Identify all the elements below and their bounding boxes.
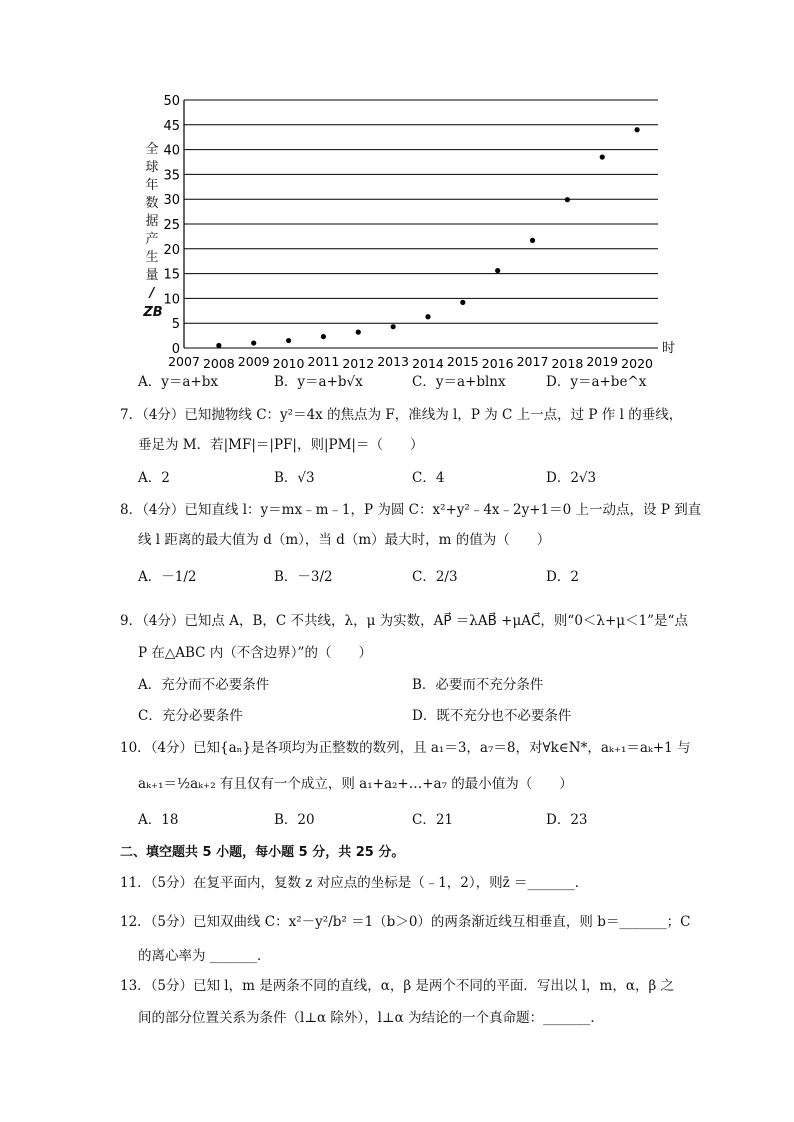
x-tick-label: 2020 — [621, 356, 653, 371]
y-axis-label-char: 年 — [145, 178, 159, 193]
scatter-chart — [0, 0, 794, 380]
y-tick-label: 35 — [163, 168, 180, 184]
q9-option-d: D．既不充分也不必要条件 — [412, 708, 572, 724]
data-point — [356, 330, 361, 335]
q7-option-b: B．√3 — [274, 470, 315, 486]
q8-stem-line1: 8．（4分）已知直线 l：y＝mx﹣m﹣1，P 为圆 C：x²+y²﹣4x﹣2y+1＝0 上一动点，设 P 到直 — [120, 502, 702, 518]
q11-stem: 11．（5分）在复平面内，复数 z 对应点的坐标是（﹣1，2），则z̄ ＝_______． — [120, 875, 589, 891]
data-point — [286, 338, 291, 343]
x-tick-label: 2018 — [551, 356, 584, 371]
y-tick-label: 5 — [171, 317, 180, 333]
y-tick-label: 40 — [163, 143, 180, 159]
q13-stem-line1: 13．（5分）已知 l，m 是两条不同的直线，α，β 是两个不同的平面．写出以 l，m，α，β 之 — [120, 978, 675, 994]
data-point — [565, 197, 570, 202]
y-tick-label: 50 — [163, 94, 180, 109]
q9-option-a: A．充分而不必要条件 — [138, 677, 270, 693]
x-tick-label: 2012 — [342, 356, 375, 371]
q9-option-c: C．充分必要条件 — [138, 708, 243, 724]
data-point — [460, 300, 465, 305]
data-point — [600, 154, 605, 159]
y-axis-label-char: ZB — [143, 305, 163, 320]
x-tick-label: 2013 — [377, 354, 410, 369]
data-point — [391, 324, 396, 329]
x-axis-label: 时 — [662, 341, 676, 356]
y-axis-label-char: / — [149, 286, 155, 301]
data-point — [634, 127, 639, 132]
y-axis-label-char: 生 — [145, 250, 159, 265]
data-point — [495, 268, 500, 273]
data-point — [251, 340, 256, 345]
q7-stem-line1: 7．（4分）已知抛物线 C：y²＝4x 的焦点为 F，准线为 l，P 为 C 上一点，过 P 作 l 的垂线， — [120, 407, 683, 423]
q10-stem-line1: 10．（4分）已知{aₙ}是各项均为正整数的数列，且 a₁＝3，a₇＝8，对∀k∈N*，aₖ₊₁＝aₖ+1 与 — [120, 740, 691, 756]
y-tick-label: 0 — [171, 342, 180, 357]
q7-option-d: D．2√3 — [546, 470, 597, 486]
x-tick-label: 2017 — [516, 354, 549, 369]
q12-stem-line2: 的离心率为 _______． — [138, 948, 271, 964]
x-tick-label: 2015 — [446, 354, 479, 369]
section-heading-fill-in: 二、填空题共 5 小题，每小题 5 分，共 25 分。 — [120, 845, 405, 860]
q9-stem-line2: P 在△ABC 内（不含边界）”的（ ） — [138, 645, 372, 661]
q9-option-b: B．必要而不充分条件 — [412, 677, 544, 693]
x-tick-label: 2009 — [237, 354, 270, 369]
x-tick-label: 2008 — [202, 356, 235, 371]
data-point — [216, 343, 221, 348]
q10-option-c: C．21 — [412, 812, 454, 828]
chart-grid — [184, 100, 658, 348]
y-axis-label-char: 数 — [145, 196, 159, 211]
q13-stem-line2: 间的部分位置关系为条件（l⊥α 除外），l⊥α 为结论的一个真命题：_______． — [138, 1010, 604, 1026]
q10-option-a: A．18 — [138, 812, 179, 828]
q8-option-a: A．－1/2 — [138, 569, 197, 585]
q8-stem-line2: 线 l 距离的最大值为 d（m），当 d（m）最大时，m 的值为（ ） — [138, 532, 551, 548]
x-tick-label: 2016 — [481, 356, 514, 371]
y-axis-label-char: 量 — [145, 268, 159, 283]
q10-stem-line2: aₖ₊₁＝½aₖ₊₂ 有且仅有一个成立，则 a₁+a₂+…+a₇ 的最小值为（ ） — [138, 776, 573, 792]
q10-option-b: B．20 — [274, 812, 315, 828]
q9-stem-line1: 9．（4分）已知点 A，B，C 不共线，λ，μ 为实数，AP⃗ ＝λAB⃗ +μAC⃗，则“0＜λ+μ＜1”是“点 — [120, 613, 688, 629]
y-axis-label-char: 据 — [145, 214, 159, 229]
y-axis-label-char: 球 — [145, 160, 159, 175]
q8-option-d: D．2 — [546, 569, 579, 585]
y-axis-label-char: 产 — [145, 232, 159, 247]
x-tick-label: 2014 — [412, 356, 444, 371]
q6-option-a: A．y＝a+bx — [138, 374, 218, 390]
q7-option-c: C．4 — [412, 470, 445, 486]
x-tick-label: 2011 — [307, 354, 340, 369]
y-tick-label: 30 — [163, 193, 180, 209]
q8-option-b: B．－3/2 — [274, 569, 333, 585]
x-tick-labels — [168, 354, 653, 371]
x-tick-label: 2010 — [272, 356, 305, 371]
y-tick-label: 25 — [163, 218, 180, 233]
q8-option-c: C．2/3 — [412, 569, 458, 585]
q12-stem-line1: 12．（5分）已知双曲线 C：x²－y²/b² ＝1（b＞0）的两条渐近线互相垂直，则 b＝_______；C — [120, 914, 691, 930]
data-points — [216, 127, 639, 348]
q10-option-d: D．23 — [546, 812, 588, 828]
data-point — [321, 334, 326, 339]
q7-option-a: A．2 — [138, 470, 170, 486]
x-tick-label: 2019 — [586, 354, 619, 369]
data-point — [425, 314, 430, 319]
q6-option-b: B．y＝a+b√x — [274, 374, 363, 390]
y-axis-label-char: 全 — [145, 142, 159, 157]
data-point — [530, 238, 535, 243]
q6-option-d: D．y＝a+be^x — [546, 374, 647, 390]
y-tick-label: 10 — [163, 292, 180, 308]
y-tick-label: 15 — [163, 267, 180, 283]
y-tick-label: 45 — [163, 118, 180, 134]
y-tick-label: 20 — [163, 242, 180, 258]
q7-stem-line2: 垂足为 M．若|MF|＝|PF|，则|PM|＝（ ） — [138, 437, 424, 453]
x-tick-label: 2007 — [168, 354, 200, 369]
q6-option-c: C．y＝a+blnx — [412, 374, 506, 390]
